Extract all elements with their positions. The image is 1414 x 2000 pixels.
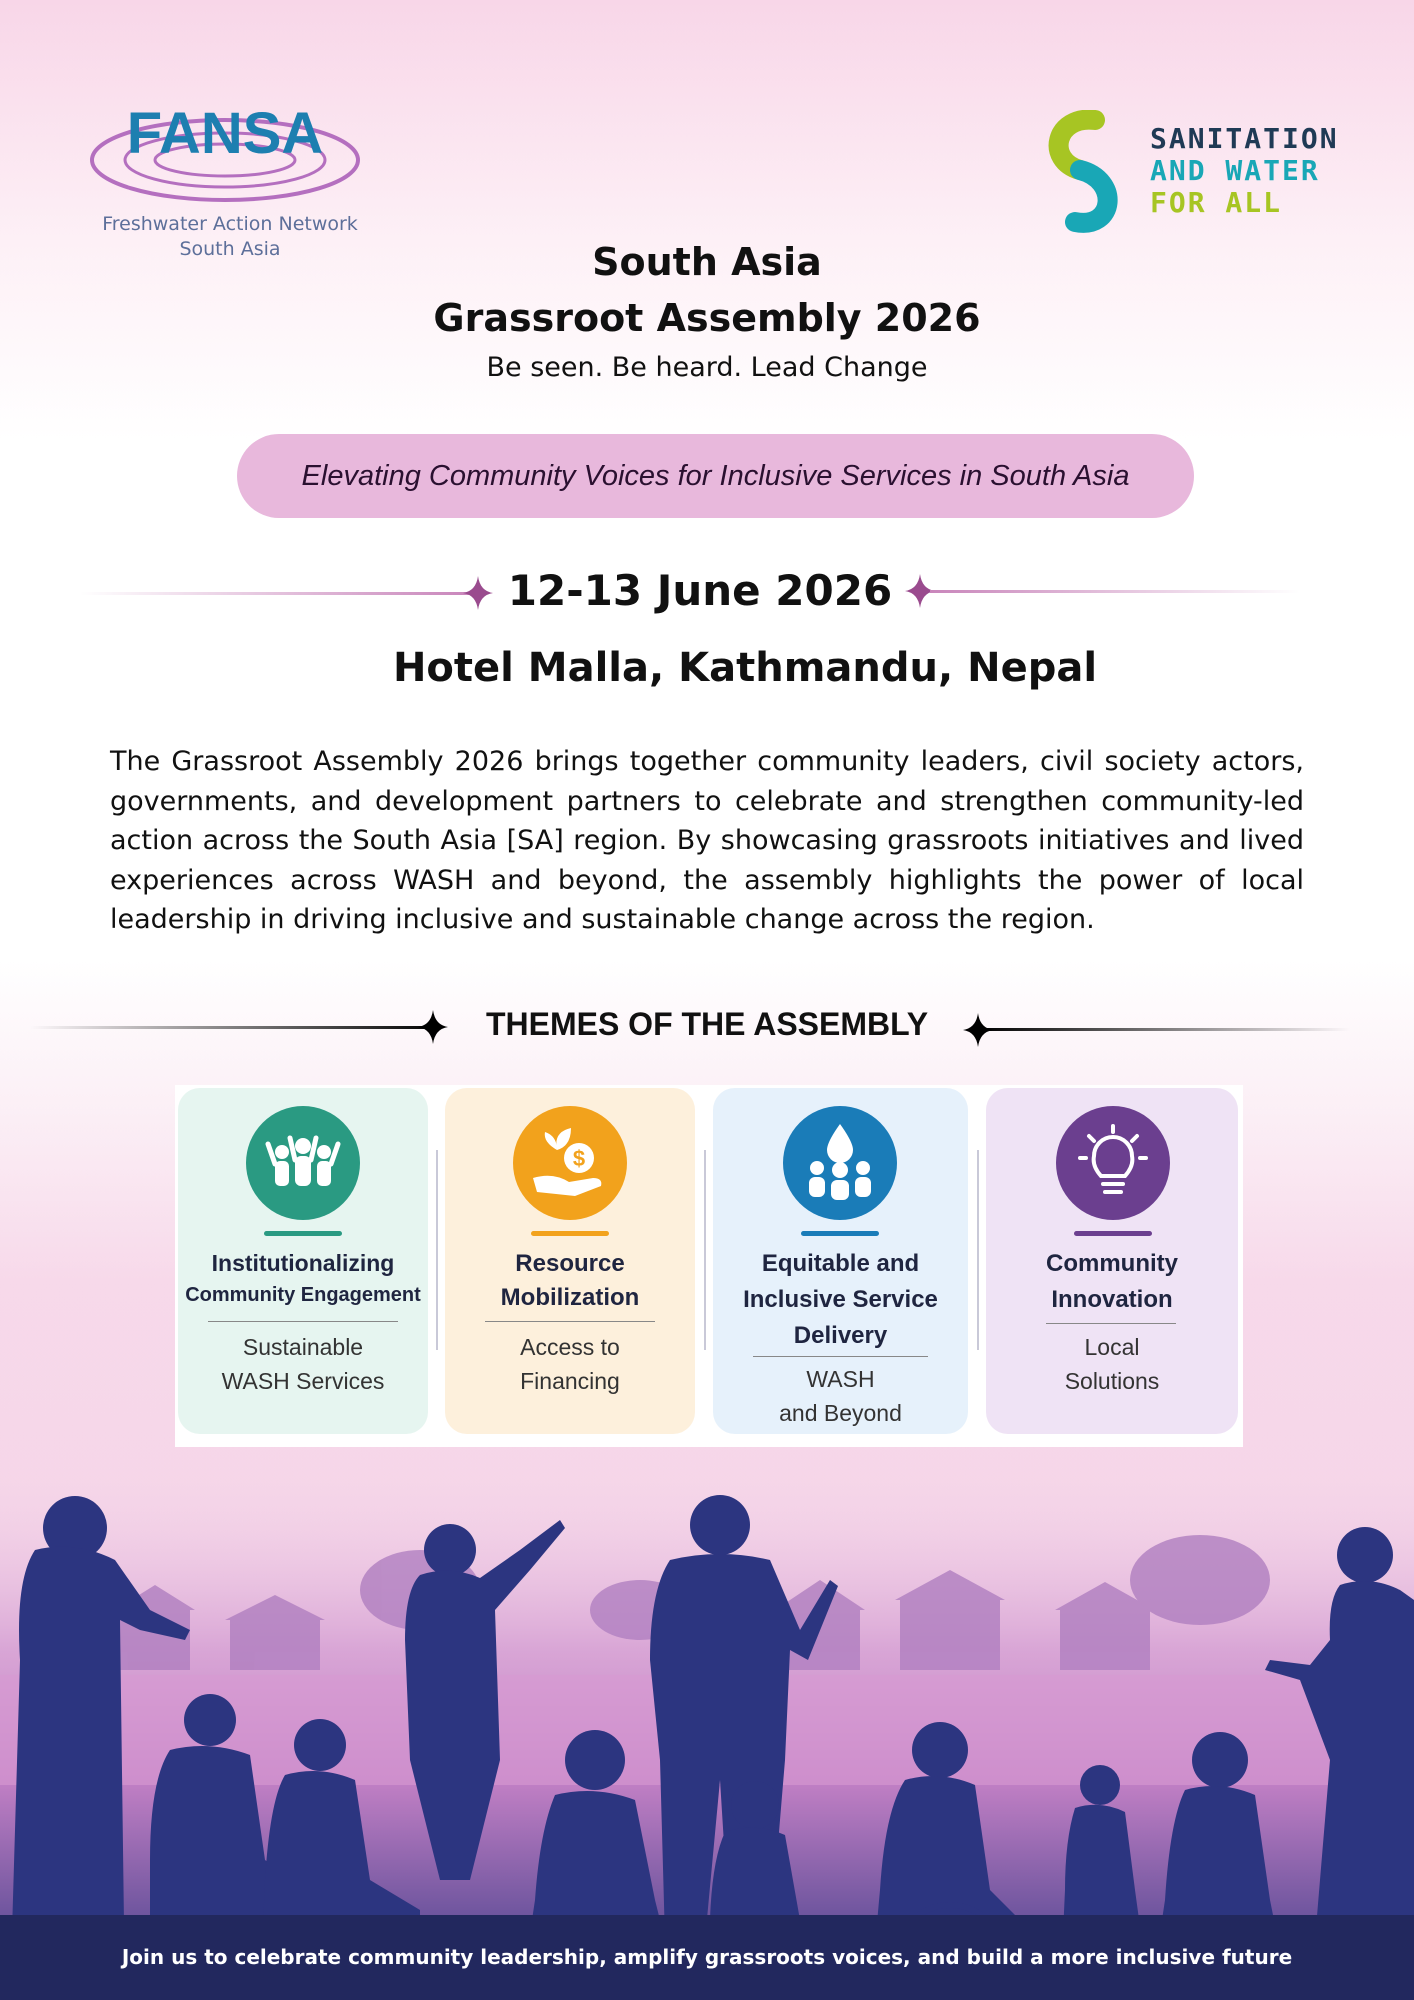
card-separator: [436, 1150, 438, 1350]
theme-subtitle: WASH: [806, 1366, 875, 1392]
theme-subtitle: WASH Services: [221, 1368, 385, 1394]
theme-title: Resource: [515, 1250, 625, 1277]
event-date: 12-13 June 2026: [507, 566, 893, 615]
fansa-logo-mark: [80, 75, 380, 205]
page-title-line2: Grassroot Assembly 2026: [433, 296, 981, 340]
theme-card-resource-mobilization: [445, 1088, 695, 1434]
theme-title: Delivery: [793, 1322, 888, 1349]
card-separator: [704, 1150, 706, 1350]
theme-card-community-innovation: [986, 1088, 1238, 1434]
page-title-line1: South Asia: [592, 240, 822, 284]
footer-call-to-action: Join us to celebrate community leadership, amplify grassroots voices, and build a more inclusive future: [121, 1945, 1293, 1969]
theme-title: Mobilization: [500, 1284, 640, 1311]
card-separator: [977, 1150, 979, 1350]
theme-subtitle: Access to: [520, 1334, 620, 1360]
lightbulb-icon: [1056, 1106, 1170, 1220]
date-divider-right: [930, 590, 1300, 593]
themes-divider-right: [980, 1028, 1350, 1031]
card-accent-bar: [531, 1231, 609, 1236]
themes-heading: THEMES OF THE ASSEMBLY: [485, 1006, 929, 1042]
swa-logo: [1035, 110, 1355, 235]
intro-paragraph: The Grassroot Assembly 2026 brings together community leaders, civil society actors, governments, and development partners to celebrate and strengthen community-led action across the South Asia [SA] region. By showcasing grassroots initiatives and lived experiences across WASH and beyond, the assembly highlights the power of local leadership in driving inclusive and sustainable change across the region.: [110, 746, 1304, 935]
theme-subtitle: Financing: [520, 1368, 620, 1394]
card-accent-bar: [801, 1231, 879, 1236]
theme-banner: Elevating Community Voices for Inclusive Services in South Asia: [237, 434, 1194, 518]
swa-line3: FOR ALL: [1150, 186, 1283, 219]
theme-title: Community: [1046, 1250, 1178, 1277]
theme-title: Innovation: [1051, 1286, 1173, 1313]
event-venue: Hotel Malla, Kathmandu, Nepal: [392, 645, 1098, 691]
swa-logo-mark: [1035, 110, 1145, 235]
swa-line2: AND WATER: [1150, 154, 1320, 187]
card-divider: [208, 1321, 398, 1322]
theme-title: Community Engagement: [185, 1284, 421, 1306]
fansa-name-line2: South Asia: [179, 238, 281, 260]
people-raising-hands-icon: [246, 1106, 360, 1220]
theme-card-institutionalizing: [178, 1088, 428, 1434]
card-accent-bar: [264, 1231, 342, 1236]
theme-subtitle: Solutions: [1064, 1368, 1160, 1394]
theme-title: Institutionalizing: [211, 1250, 395, 1276]
fansa-mark-text: FANSA: [126, 101, 324, 166]
theme-card-equitable-service: [713, 1088, 968, 1434]
svg-text:$: $: [572, 1146, 586, 1171]
tagline: Be seen. Be heard. Lead Change: [486, 352, 928, 383]
card-divider: [1046, 1323, 1176, 1324]
theme-title: Equitable and: [761, 1250, 920, 1277]
swa-line1: SANITATION: [1150, 122, 1339, 155]
theme-title: Inclusive Service: [743, 1286, 938, 1313]
theme-subtitle: Local: [1084, 1334, 1140, 1360]
hand-plant-coin-icon: [513, 1106, 627, 1220]
theme-subtitle: Sustainable: [242, 1334, 364, 1360]
card-divider: [753, 1356, 928, 1357]
card-accent-bar: [1074, 1231, 1152, 1236]
card-divider: [485, 1321, 655, 1322]
theme-subtitle: and Beyond: [779, 1400, 902, 1426]
fansa-logo: [80, 75, 380, 265]
water-drop-people-icon: [783, 1106, 897, 1220]
fansa-name-line1: Freshwater Action Network: [102, 213, 358, 235]
